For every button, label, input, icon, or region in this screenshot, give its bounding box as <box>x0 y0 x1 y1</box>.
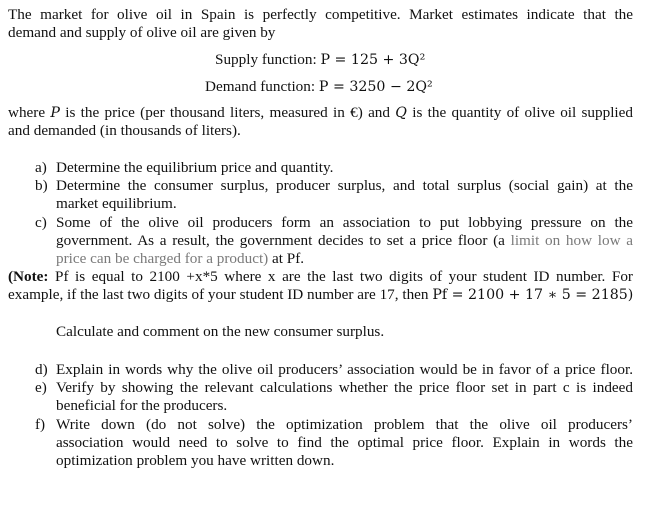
where-text-c: is the quantity of olive oil supplied <box>406 104 633 121</box>
item-e-line-1: Verify by showing the relevant calculations whether the price floor set in part c is indeed <box>56 379 633 396</box>
demand-function <box>205 78 433 96</box>
note-equation: Pf = 2100 + 17 ∗ 5 = 2185) <box>432 287 634 303</box>
note-line-2 <box>8 286 633 304</box>
item-c-line-2 <box>56 232 633 250</box>
intro-line-2: demand and supply of olive oil are given by <box>8 24 276 41</box>
item-c-line-3-gray: price can be charged for a product) <box>56 250 269 267</box>
item-a-label: a) <box>35 159 47 176</box>
item-c-line-2-gray: limit on how low a <box>510 232 633 249</box>
item-b-line-2: market equilibrium. <box>56 195 177 212</box>
item-e-label: e) <box>35 379 47 396</box>
supply-label: Supply function: <box>215 51 321 68</box>
demand-label: Demand function: <box>205 78 319 95</box>
item-f-label: f) <box>35 416 46 433</box>
calc-line: Calculate and comment on the new consumer surplus. <box>56 323 385 340</box>
item-a-line-1: Determine the equilibrium price and quantity. <box>56 159 334 176</box>
note-bold: (Note: <box>8 268 56 285</box>
item-b-line-1: Determine the consumer surplus, producer surplus, and total surplus (social gain) at the <box>56 177 633 194</box>
where-var-p: P <box>50 105 60 121</box>
supply-equation: P = 125 + 3Q² <box>320 52 426 68</box>
where-var-q: Q <box>395 105 407 121</box>
item-d-label: d) <box>35 361 48 378</box>
item-d-line-1: Explain in words why the olive oil producers’ association would be in favor of a price floor. <box>56 361 633 378</box>
note-line-1-text: Pf is equal to 2100 +x*5 where x are the last two digits of your student ID number. For <box>55 268 633 285</box>
note-line-2-text: example, if the last two digits of your student ID number are 17, then <box>8 286 433 303</box>
item-c-line-2-text: government. As a result, the government decides to set a price floor (a <box>56 232 511 249</box>
where-text-b: is the price (per thousand liters, measured in €) and <box>59 104 396 121</box>
intro-line-1: The market for olive oil in Spain is perfectly competitive. Market estimates indicate that the <box>8 6 633 23</box>
item-c-label: c) <box>35 214 47 231</box>
item-c-line-3 <box>56 250 304 268</box>
item-e-line-2: beneficial for the producers. <box>56 397 228 414</box>
item-f-line-3: optimization problem you have written down. <box>56 452 335 469</box>
item-f-line-2: association would need to solve to find the optimal price floor. Explain in words the <box>56 434 633 451</box>
item-c-line-1: Some of the olive oil producers form an association to put lobbying pressure on the <box>56 214 633 231</box>
item-f-line-1: Write down (do not solve) the optimization problem that the olive oil producers’ <box>56 416 633 433</box>
demand-equation: P = 3250 − 2Q² <box>318 79 433 95</box>
where-line-2: and demanded (in thousands of liters). <box>8 122 241 139</box>
item-c-line-3-text: at Pf. <box>268 250 305 267</box>
item-b-label: b) <box>35 177 48 194</box>
where-line-1 <box>8 104 633 122</box>
supply-function <box>215 51 425 69</box>
note-line-1 <box>8 268 633 286</box>
where-text-a: where <box>8 104 51 121</box>
